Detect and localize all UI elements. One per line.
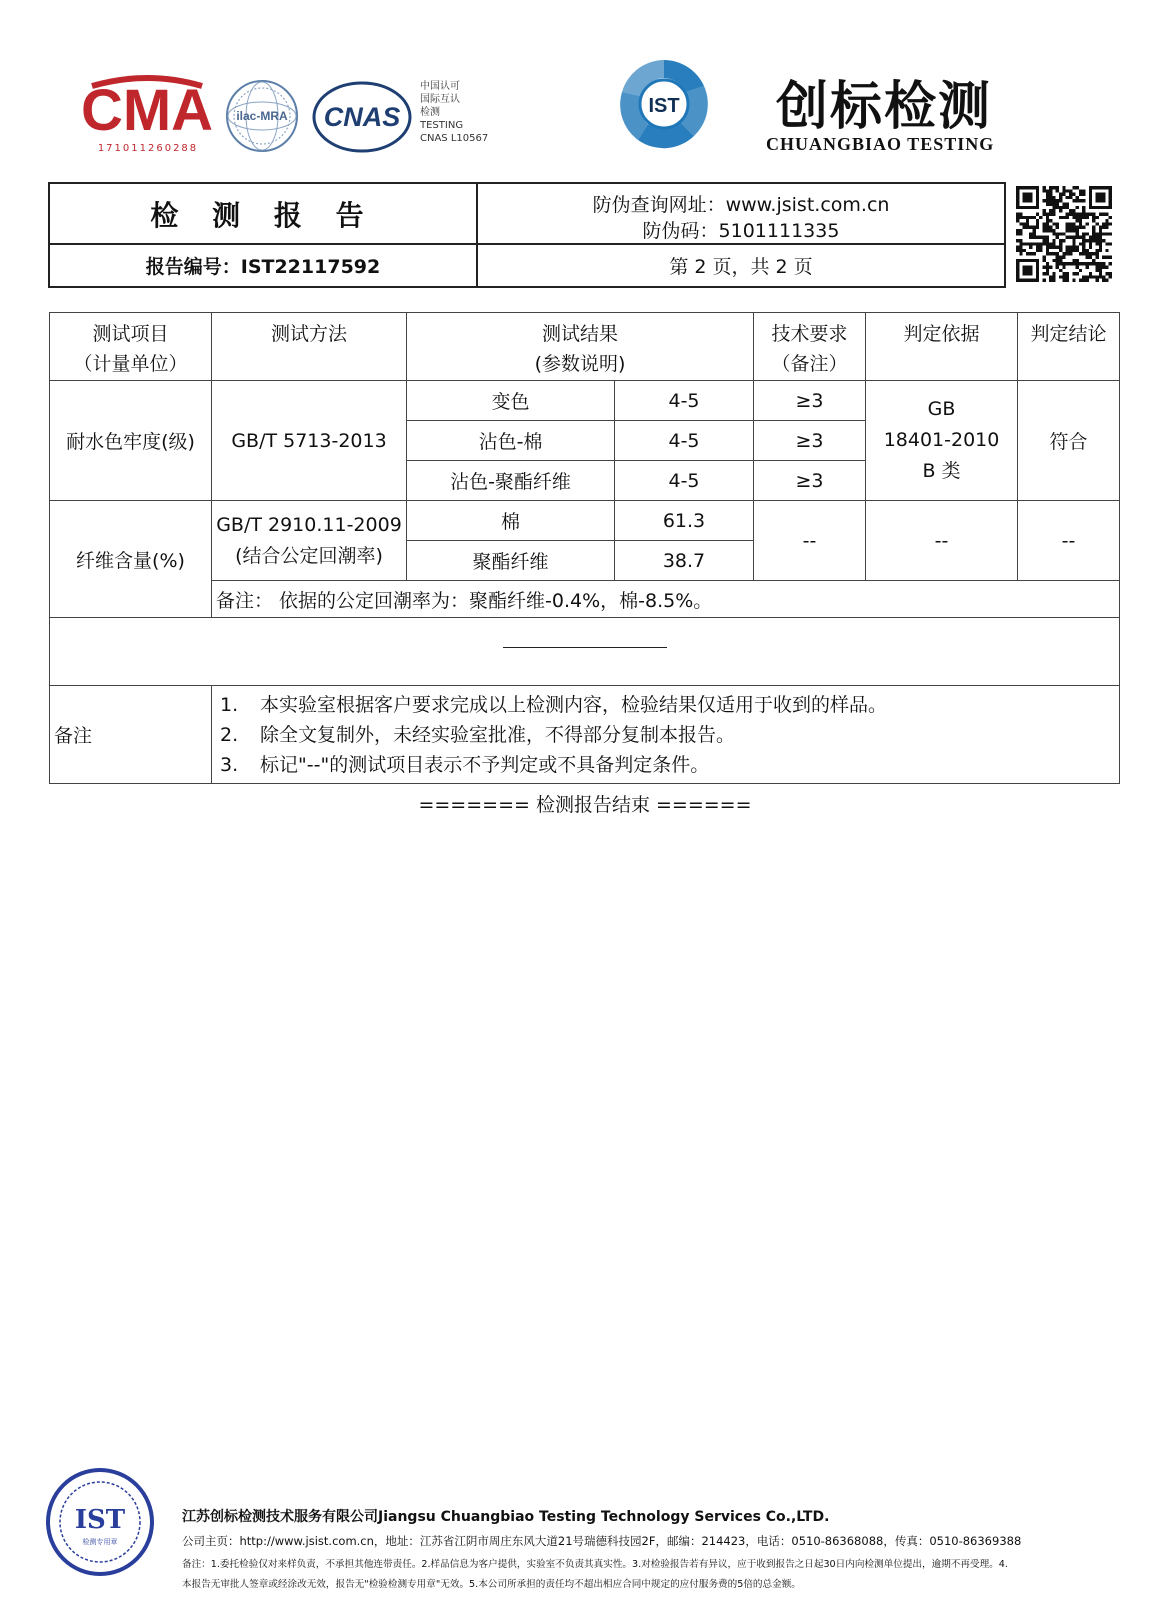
remarks-row xyxy=(50,686,1120,784)
result-param: 棉 xyxy=(407,501,615,541)
ist-logo-text: IST xyxy=(648,95,680,117)
result-value: 38.7 xyxy=(615,541,754,581)
fiber-content-method xyxy=(212,501,407,581)
header-text: （备注） xyxy=(771,353,848,375)
remarks-content xyxy=(212,686,1120,784)
remark-item xyxy=(220,720,1115,750)
remark-text: 除全文复制外，未经实验室批准，不得部分复制本报告。 xyxy=(260,723,736,746)
cma-logo-text: CMA xyxy=(80,78,214,143)
cnas-logo-text: CNAS xyxy=(323,102,401,132)
cnas-line: 中国认可 xyxy=(420,81,460,92)
cnas-accreditation-text xyxy=(420,80,488,145)
page-indicator: 第 2 页，共 2 页 xyxy=(669,256,813,278)
header-text: 技术要求 xyxy=(771,323,848,345)
remark-text: 本实验室根据客户要求完成以上检测内容，检验结果仅适用于收到的样品。 xyxy=(260,693,888,716)
footer-address: 公司主页：http://www.jsist.com.cn，地址：江苏省江阴市周庄东风大道21号瑞德科技园2F，邮编：214423，电话：0510-86368088，传真：0510-86369388 xyxy=(182,1534,1022,1548)
header-requirement xyxy=(754,313,866,381)
remark-number: 2. xyxy=(220,723,239,746)
remark-number: 1. xyxy=(220,693,239,716)
qr-code-image xyxy=(1016,186,1112,282)
fiber-requirement: -- xyxy=(754,501,866,581)
water-fastness-basis xyxy=(866,381,1018,501)
requirement-value: ≥3 xyxy=(754,381,866,421)
separator-cell xyxy=(50,618,1120,686)
result-param: 变色 xyxy=(407,381,615,421)
anti-counterfeit-code: 防伪码：5101111335 xyxy=(642,220,840,242)
fiber-conclusion: -- xyxy=(1018,501,1120,581)
header-text: （计量单位） xyxy=(73,353,188,375)
result-value: 4-5 xyxy=(615,421,754,461)
cnas-line: CNAS L10567 xyxy=(420,133,489,144)
remark-item xyxy=(220,750,1115,780)
anti-counterfeit-url: 防伪查询网址：www.jsist.com.cn xyxy=(592,194,890,216)
report-end-marker: ======= 检测报告结束 ====== xyxy=(418,794,752,816)
table-header-row xyxy=(50,313,1120,381)
result-param: 聚酯纤维 xyxy=(407,541,615,581)
ilac-mra-logo xyxy=(224,78,300,154)
seal-subtext: 检测专用章 xyxy=(82,1538,118,1546)
header-test-method: 测试方法 xyxy=(212,313,407,381)
table-row xyxy=(50,501,1120,541)
water-fastness-conclusion: 符合 xyxy=(1018,381,1120,501)
report-number: 报告编号：IST22117592 xyxy=(145,256,381,278)
seal-text: IST xyxy=(74,1505,126,1535)
brand-name-english: CHUANGBIAO TESTING xyxy=(766,134,995,154)
cnas-line: 国际互认 xyxy=(420,94,460,105)
ilac-logo-text: ilac-MRA xyxy=(236,109,288,123)
report-title: 检 测 报 告 xyxy=(150,199,376,232)
remark-text: 标记"--"的测试项目表示不予判定或不具备判定条件。 xyxy=(260,753,710,776)
inspection-seal-stamp xyxy=(44,1466,156,1578)
brand-name-chinese: 创标检测 xyxy=(776,76,993,137)
basis-text: GB xyxy=(927,398,956,420)
ist-logo xyxy=(616,56,712,152)
report-title-box xyxy=(48,182,1006,288)
header-text: 测试项目 xyxy=(92,323,169,345)
fiber-basis: -- xyxy=(866,501,1018,581)
header-text: (参数说明) xyxy=(534,353,626,375)
header-conclusion: 判定结论 xyxy=(1018,313,1120,381)
cnas-line: 检测 xyxy=(420,107,440,118)
result-value: 61.3 xyxy=(615,501,754,541)
result-param: 沾色-聚酯纤维 xyxy=(407,461,615,501)
remarks-label: 备注 xyxy=(50,686,212,784)
qr-code-modules xyxy=(1016,186,1112,282)
header-basis: 判定依据 xyxy=(866,313,1018,381)
header-test-item xyxy=(50,313,212,381)
result-value: 4-5 xyxy=(615,461,754,501)
cma-certificate-number: 171011260288 xyxy=(97,143,199,154)
basis-text: 18401-2010 xyxy=(883,429,1000,451)
remark-item xyxy=(220,690,1115,720)
end-rule xyxy=(503,647,667,648)
water-fastness-item: 耐水色牢度(级) xyxy=(50,381,212,501)
fiber-content-item: 纤维含量(%) xyxy=(50,501,212,618)
header-text: 测试结果 xyxy=(542,323,619,345)
test-results-table xyxy=(49,312,1120,784)
footer-disclaimer: 备注：1.委托检验仅对来样负责，不承担其他连带责任。2.样品信息为客户提供，实验室不负责其真实性。3.对检验报告若有异议，应于收到报告之日起30日内向检测单位提出，逾期不再受理。4. xyxy=(182,1559,1008,1570)
footer-disclaimer: 本报告无审批人签章或经涂改无效，报告无"检验检测专用章"无效。5.本公司所承担的责任均不超出相应合同中规定的应付服务费的5倍的总金额。 xyxy=(182,1579,801,1590)
result-value: 4-5 xyxy=(615,381,754,421)
fiber-note: 备注： 依据的公定回潮率为：聚酯纤维-0.4%，棉-8.5%。 xyxy=(212,581,1120,618)
method-text: (结合公定回潮率) xyxy=(235,544,383,567)
footer-company-name: 江苏创标检测技术服务有限公司Jiangsu Chuangbiao Testing Technology Services Co.,LTD. xyxy=(182,1509,830,1525)
table-row xyxy=(50,381,1120,421)
cnas-logo xyxy=(312,80,412,154)
method-text: GB/T 2910.11-2009 xyxy=(216,513,402,536)
separator-row xyxy=(50,618,1120,686)
result-param: 沾色-棉 xyxy=(407,421,615,461)
requirement-value: ≥3 xyxy=(754,461,866,501)
cnas-line: TESTING xyxy=(420,120,464,131)
water-fastness-method: GB/T 5713-2013 xyxy=(212,381,407,501)
remark-number: 3. xyxy=(220,753,239,776)
basis-text: B 类 xyxy=(922,460,961,482)
requirement-value: ≥3 xyxy=(754,421,866,461)
header-test-result xyxy=(407,313,754,381)
